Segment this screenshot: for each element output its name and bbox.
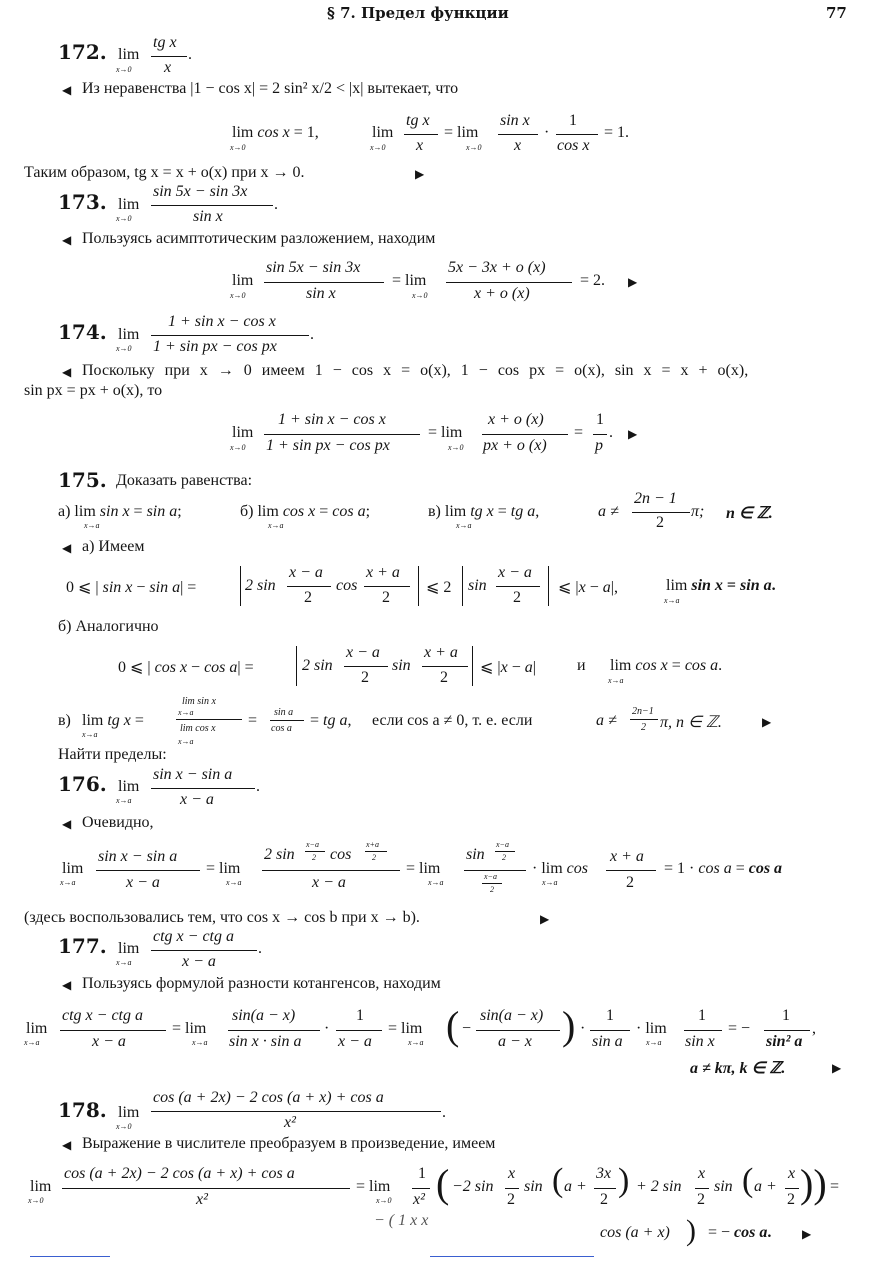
problem-number-176: 176. xyxy=(58,772,107,796)
problem-176-intro: Очевидно, xyxy=(82,814,154,831)
problem-174-intro-2: sin px = px + o(x), то xyxy=(24,382,163,399)
term: a + xyxy=(754,1178,777,1195)
problem-number-177: 177. xyxy=(58,934,107,958)
lim-subscript: x→a xyxy=(192,1038,208,1047)
fraction-denominator: x − a xyxy=(182,953,216,970)
mini-fraction: x−a xyxy=(306,840,319,849)
fraction-denominator: x xyxy=(416,137,424,154)
period: . xyxy=(310,326,314,343)
lim-subscript: x→a xyxy=(24,1038,40,1047)
problem-177-condition: a ≠ kπ, k ∈ ℤ. xyxy=(690,1060,786,1077)
fraction-denominator: x − a xyxy=(180,791,214,808)
inequality-b-left: 0 ⩽ | cos x − cos a| = xyxy=(118,659,254,676)
fraction-numerator: 3x xyxy=(596,1165,612,1182)
problem-number-172: 172. xyxy=(58,40,107,64)
problem-number-174: 174. xyxy=(58,320,107,344)
lim-operator: lim xyxy=(118,1104,140,1121)
fraction-bar xyxy=(630,719,658,720)
two-sin: 2 sin xyxy=(302,657,333,674)
problem-174-intro: Поскольку при x → 0 имеем 1 − cos x = o(x), 1 − cos px = o(x), sin x = x + o(x), xyxy=(82,362,749,379)
fraction-numerator: 1 xyxy=(606,1007,614,1024)
problem-176-note: (здесь воспользовались тем, что cos x → cos b при x → b). xyxy=(24,909,420,926)
fraction-numerator: sin(a − x) xyxy=(232,1007,296,1024)
fraction-denominator: 2 xyxy=(626,874,634,891)
big-right-paren: ) xyxy=(686,1214,696,1247)
fraction-numerator: cos (a + 2x) − 2 cos (a + x) + cos a xyxy=(153,1089,384,1106)
fraction-numerator: 1 xyxy=(782,1007,790,1024)
lim-subscript: x→a xyxy=(542,878,558,887)
abs-bar xyxy=(240,566,241,606)
fraction-bar xyxy=(151,1111,441,1112)
lim-subscript: x→0 xyxy=(230,143,246,152)
lim-subscript: x→a xyxy=(456,521,472,530)
fraction-bar xyxy=(228,1030,320,1031)
fraction-numerator: 1 xyxy=(596,411,604,428)
mini-fraction: 2 xyxy=(312,853,316,862)
fraction-numerator: sin x xyxy=(500,112,530,129)
fraction-denominator: x² xyxy=(413,1191,425,1208)
problem-number-175: 175. xyxy=(58,468,107,492)
abs-bar xyxy=(472,646,473,686)
item-v-text: если cos a ≠ 0, т. е. если xyxy=(372,712,533,729)
fraction-numerator: sin a xyxy=(274,707,294,718)
fraction-numerator: ctg x − ctg a xyxy=(153,928,234,945)
fraction-denominator: 2 xyxy=(513,589,521,606)
fraction-numerator: 5x − 3x + o (x) xyxy=(448,259,546,276)
term: a + xyxy=(564,1178,587,1195)
fraction-denominator: p xyxy=(595,437,603,454)
abs-bar xyxy=(548,566,549,606)
fraction-denominator: px + o (x) xyxy=(483,437,547,454)
lim-operator: lim xyxy=(232,424,254,441)
condition: a ≠ xyxy=(596,712,617,729)
find-limits-heading: Найти пределы: xyxy=(58,746,167,763)
problem-number-178: 178. xyxy=(58,1098,107,1122)
sin: sin xyxy=(392,657,411,674)
mini-fraction: 2 xyxy=(372,853,376,862)
term: −2 sin xyxy=(452,1178,494,1195)
lim-subscript: x→a xyxy=(646,1038,662,1047)
minus: − xyxy=(462,1020,472,1037)
fraction-bar xyxy=(62,1188,350,1189)
mini-fraction: x+a xyxy=(366,840,379,849)
lim-subscript: x→a xyxy=(408,1038,424,1047)
fraction-bar xyxy=(287,586,331,587)
two-sin: 2 sin xyxy=(245,577,276,594)
proof-start-marker: ◀ xyxy=(62,83,72,97)
lim-subscript: x→a xyxy=(428,878,444,887)
fraction-bar xyxy=(606,870,656,871)
fraction-denominator: 2 xyxy=(440,669,448,686)
fraction-denominator: x² xyxy=(284,1114,296,1131)
lim-operator: lim xyxy=(118,778,140,795)
fraction-denominator: x − a xyxy=(312,874,346,891)
dot: · xyxy=(580,1020,586,1037)
equals-two: = 2. xyxy=(580,272,606,289)
left-paren: ( xyxy=(552,1162,564,1199)
limit-result-a: lim sin x = sin a. xyxy=(666,577,776,594)
sin: sin xyxy=(714,1178,733,1195)
fraction-bar xyxy=(305,851,325,852)
equals-lim: = lim xyxy=(172,1020,207,1037)
lim-subscript: x→a xyxy=(268,521,284,530)
abs-bar xyxy=(418,566,419,606)
small-denominator-lim: lim cos x xyxy=(180,723,216,734)
period: . xyxy=(609,424,613,441)
problem-number-173: 173. xyxy=(58,190,107,214)
sin: sin xyxy=(466,846,485,863)
fraction-bar xyxy=(262,870,400,871)
problem-178-intro: Выражение в числителе преобразуем в произведение, имеем xyxy=(82,1135,496,1152)
fraction-denominator: 2 xyxy=(641,722,646,733)
fraction-denominator: x − a xyxy=(92,1033,126,1050)
fraction-bar xyxy=(482,434,568,435)
equals-lim: = lim xyxy=(406,860,441,877)
fraction-numerator: tg x xyxy=(153,34,177,51)
lim-subscript: x→a xyxy=(116,796,132,805)
lim-operator: lim tg x = xyxy=(82,712,144,729)
period: . xyxy=(274,196,278,213)
fraction-bar xyxy=(264,282,384,283)
fraction-denominator: 2 xyxy=(697,1191,705,1208)
lim-subscript: x→a xyxy=(116,958,132,967)
right-paren: ) xyxy=(562,1003,576,1048)
lim-subscript: x→0 xyxy=(466,143,482,152)
lim-subscript: x→a xyxy=(178,737,194,746)
abs-bar xyxy=(296,646,297,686)
leq-two: ⩽ 2 xyxy=(426,579,452,596)
fraction-bar xyxy=(151,56,187,57)
fraction-numerator: sin(a − x) xyxy=(480,1007,544,1024)
fraction-bar xyxy=(151,788,255,789)
fraction-denominator: x² xyxy=(196,1191,208,1208)
dot-lim-cos: · lim cos xyxy=(532,860,588,877)
equals-lim: = lim xyxy=(444,124,479,141)
lim-subscript: x→0 xyxy=(230,291,246,300)
fraction-denominator: 2 xyxy=(656,514,664,531)
item-b-label: б) Аналогично xyxy=(58,618,159,635)
fraction-numerator: 2n − 1 xyxy=(634,490,677,507)
fraction-bar xyxy=(556,134,598,135)
lim-subscript: x→a xyxy=(82,730,98,739)
lim-subscript: x→0 xyxy=(116,65,132,74)
proof-start-marker: ◀ xyxy=(62,365,72,379)
equals-lim: = lim xyxy=(392,272,427,289)
proof-start-marker: ◀ xyxy=(62,817,72,831)
big-left-paren: ( xyxy=(436,1161,450,1206)
item-a-label: а) Имеем xyxy=(82,538,145,555)
fraction-denominator: 1 + sin px − cos px xyxy=(153,338,277,355)
fraction-bar xyxy=(364,586,410,587)
equals: = xyxy=(830,1178,840,1195)
fraction-bar xyxy=(684,1030,722,1031)
fraction-bar xyxy=(764,1030,810,1031)
final-result: = − cos a. xyxy=(708,1224,772,1241)
problem-177-intro: Пользуясь формулой разности котангенсов, находим xyxy=(82,975,441,992)
small-numerator-lim: lim sin x xyxy=(182,696,216,707)
fraction-numerator: ctg x − ctg a xyxy=(62,1007,143,1024)
fraction-bar xyxy=(270,720,304,721)
proof-end-marker: ▶ xyxy=(832,1061,842,1075)
lim-operator: lim xyxy=(26,1020,48,1037)
fraction-denominator: 2 xyxy=(304,589,312,606)
equals: = xyxy=(248,712,258,729)
abs-bar xyxy=(462,566,463,606)
fraction-denominator: x xyxy=(164,59,172,76)
equals-lim: = lim xyxy=(388,1020,423,1037)
equals-one: = 1. xyxy=(604,124,630,141)
mini-fraction: x−a xyxy=(496,840,509,849)
lim-subscript: x→0 xyxy=(370,143,386,152)
equals-tg: = tg a, xyxy=(310,712,352,729)
lim-subscript: x→0 xyxy=(116,344,132,353)
fraction-numerator: sin x − sin a xyxy=(98,848,178,865)
fraction-bar xyxy=(96,870,200,871)
fraction-numerator: sin 5x − sin 3x xyxy=(153,183,248,200)
integer-condition: n ∈ ℤ. xyxy=(726,505,773,522)
fraction-numerator: x − a xyxy=(289,564,323,581)
fraction-bar xyxy=(344,666,388,667)
equals-lim: = lim xyxy=(356,1178,391,1195)
lim-operator: lim xyxy=(118,940,140,957)
inequality-a-right: ⩽ |x − a|, xyxy=(558,579,618,596)
fraction-bar xyxy=(176,719,242,720)
lim-operator: lim xyxy=(118,46,140,63)
fraction-bar xyxy=(422,666,468,667)
fraction-denominator: 2 xyxy=(600,1191,608,1208)
fraction-numerator: x + a xyxy=(610,848,644,865)
proof-start-marker: ◀ xyxy=(62,233,72,247)
fraction-bar xyxy=(151,950,257,951)
equals: = xyxy=(574,424,584,441)
fraction-bar xyxy=(505,1188,519,1189)
fraction-denominator: cos a xyxy=(271,723,292,734)
fraction-numerator: 1 + sin x − cos x xyxy=(168,313,276,330)
proof-end-marker: ▶ xyxy=(628,427,638,441)
inequality-b-right: ⩽ |x − a| xyxy=(480,659,536,676)
fraction-denominator: sin² a xyxy=(766,1033,803,1050)
fraction-bar xyxy=(365,851,387,852)
fraction-denominator: sin x xyxy=(685,1033,715,1050)
problem-172-conclusion: Таким образом, tg x = x + o(x) при x → 0. xyxy=(24,164,305,181)
item-a-statement: а) lim sin x = sin a; xyxy=(58,503,182,520)
fraction-bar xyxy=(785,1188,799,1189)
lim-subscript: x→0 xyxy=(412,291,428,300)
fraction-denominator: sin x · sin a xyxy=(229,1033,302,1050)
lim-operator: lim xyxy=(30,1178,52,1195)
fraction-bar xyxy=(264,434,420,435)
lim-operator: lim xyxy=(118,326,140,343)
proof-end-marker: ▶ xyxy=(762,715,772,729)
left-paren: ( xyxy=(742,1162,754,1199)
fraction-numerator: x − a xyxy=(498,564,532,581)
fraction-numerator: tg x xyxy=(406,112,430,129)
dot-lim: · lim xyxy=(636,1020,667,1037)
fraction-denominator: x xyxy=(514,137,522,154)
fraction-denominator: 2 xyxy=(361,669,369,686)
lim-subscript: x→a xyxy=(608,676,624,685)
period: . xyxy=(258,940,262,957)
limit-result-b: lim cos x = cos a. xyxy=(610,657,723,674)
fraction-numerator: sin x − sin a xyxy=(153,766,233,783)
fraction-denominator: 2 xyxy=(507,1191,515,1208)
fraction-bar xyxy=(632,512,690,513)
proof-end-marker: ▶ xyxy=(540,912,550,926)
cos: cos xyxy=(336,577,358,594)
proof-end-marker: ▶ xyxy=(628,275,638,289)
fraction-denominator: x + o (x) xyxy=(474,285,530,302)
cos: cos xyxy=(330,846,352,863)
fraction-denominator: sin x xyxy=(193,208,223,225)
conjunction: и xyxy=(577,657,586,674)
fraction-numerator: sin 5x − sin 3x xyxy=(266,259,361,276)
inequality-a-left: 0 ⩽ | sin x − sin a| = xyxy=(66,579,197,596)
proof-start-marker: ◀ xyxy=(62,541,72,555)
equals-lim: = lim xyxy=(428,424,463,441)
fraction-denominator: 1 + sin px − cos px xyxy=(266,437,390,454)
result-176: = 1 · cos a = cos a xyxy=(664,860,783,877)
dot: · xyxy=(324,1020,330,1037)
mini-fraction: x−a xyxy=(484,872,497,881)
fraction-bar xyxy=(482,883,502,884)
fraction-denominator: 2 xyxy=(382,589,390,606)
equals-minus: = − xyxy=(728,1020,751,1037)
lim-subscript: x→a xyxy=(178,708,194,717)
period: . xyxy=(256,778,260,795)
item-b-statement: б) lim cos x = cos a; xyxy=(240,503,371,520)
pi-symbol: π; xyxy=(691,503,705,520)
pi-condition: π, n ∈ ℤ. xyxy=(660,714,722,731)
mini-fraction: 2 xyxy=(490,885,494,894)
equals-lim: = lim xyxy=(206,860,241,877)
left-paren: ( xyxy=(446,1003,460,1048)
fraction-denominator: sin x xyxy=(306,285,336,302)
lim-subscript: x→a xyxy=(664,596,680,605)
sin: sin xyxy=(524,1178,543,1195)
big-right-parens: )) xyxy=(800,1161,827,1206)
formula-line: lim cos x = 1, xyxy=(232,124,319,141)
fraction-bar xyxy=(498,134,538,135)
footer-link-underline[interactable] xyxy=(30,1256,110,1257)
fraction-bar xyxy=(151,205,273,206)
fraction-bar xyxy=(695,1188,709,1189)
fraction-denominator: 2 xyxy=(787,1191,795,1208)
problem-173-intro: Пользуясь асимптотическим разложением, находим xyxy=(82,230,436,247)
fraction-bar xyxy=(476,1030,560,1031)
sin: sin xyxy=(468,577,487,594)
proof-end-marker: ▶ xyxy=(415,167,425,181)
fraction-bar xyxy=(593,434,607,435)
cut-off-fragment: − ( 1 x x xyxy=(374,1212,429,1229)
lim-subscript: x→0 xyxy=(230,443,246,452)
fraction-denominator: a − x xyxy=(498,1033,532,1050)
footer-link-underline[interactable] xyxy=(430,1256,594,1257)
fraction-numerator: 2n−1 xyxy=(632,706,654,717)
lim-subscript: x→0 xyxy=(376,1196,392,1205)
fraction-bar xyxy=(336,1030,382,1031)
item-v-statement: в) lim tg x = tg a, xyxy=(428,503,540,520)
section-title: § 7. Предел функции xyxy=(327,4,509,22)
fraction-bar xyxy=(412,1188,430,1189)
fraction-numerator: 1 xyxy=(569,112,577,129)
lim-subscript: x→a xyxy=(60,878,76,887)
fraction-denominator: x − a xyxy=(338,1033,372,1050)
proof-start-marker: ◀ xyxy=(62,1138,72,1152)
period: . xyxy=(188,46,192,63)
fraction-numerator: 1 xyxy=(698,1007,706,1024)
item-v-label: в) xyxy=(58,712,71,729)
fraction-bar xyxy=(404,134,438,135)
fraction-bar xyxy=(151,335,309,336)
fraction-denominator: cos x xyxy=(557,137,590,154)
lim-subscript: x→0 xyxy=(116,214,132,223)
term: + 2 sin xyxy=(636,1178,682,1195)
fraction-numerator: 1 xyxy=(418,1165,426,1182)
fraction-bar xyxy=(495,851,515,852)
lim-operator: lim xyxy=(372,124,394,141)
fraction-numerator: x − a xyxy=(346,644,380,661)
fraction-numerator: 1 + sin x − cos x xyxy=(278,411,386,428)
fraction-numerator: 1 xyxy=(356,1007,364,1024)
fraction-denominator: x − a xyxy=(126,874,160,891)
fraction-numerator: cos (a + 2x) − 2 cos (a + x) + cos a xyxy=(64,1165,295,1182)
fraction-numerator: x xyxy=(788,1165,796,1182)
page-number: 77 xyxy=(826,4,847,22)
dot: · xyxy=(544,124,550,141)
fraction-numerator: x xyxy=(698,1165,706,1182)
problem-172-intro: Из неравенства |1 − cos x| = 2 sin² x/2 < |x| вытекает, что xyxy=(82,80,459,97)
fraction-numerator: x + a xyxy=(366,564,400,581)
right-paren: ) xyxy=(618,1162,630,1199)
lim-subscript: x→a xyxy=(226,878,242,887)
lim-operator: lim xyxy=(118,196,140,213)
lim-subscript: x→0 xyxy=(28,1196,44,1205)
fraction-bar xyxy=(60,1030,166,1031)
problem-175-task: Доказать равенства: xyxy=(116,472,253,489)
final-term: cos (a + x) xyxy=(600,1224,670,1241)
fraction-bar xyxy=(590,1030,630,1031)
lim-subscript: x→a xyxy=(84,521,100,530)
fraction-bar xyxy=(496,586,540,587)
period: . xyxy=(442,1104,446,1121)
fraction-numerator: x + o (x) xyxy=(488,411,544,428)
fraction-denominator: sin a xyxy=(592,1033,623,1050)
condition: a ≠ xyxy=(598,503,619,520)
fraction-bar xyxy=(464,870,526,871)
lim-subscript: x→0 xyxy=(116,1122,132,1131)
two-sin: 2 sin xyxy=(264,846,295,863)
fraction-numerator: x + a xyxy=(424,644,458,661)
mini-fraction: 2 xyxy=(502,853,506,862)
proof-start-marker: ◀ xyxy=(62,978,72,992)
lim-operator: lim xyxy=(62,860,84,877)
comma: , xyxy=(812,1020,816,1037)
lim-operator: lim xyxy=(232,272,254,289)
lim-subscript: x→0 xyxy=(448,443,464,452)
proof-end-marker: ▶ xyxy=(802,1227,812,1241)
fraction-bar xyxy=(446,282,572,283)
fraction-numerator: x xyxy=(508,1165,516,1182)
fraction-bar xyxy=(594,1188,616,1189)
